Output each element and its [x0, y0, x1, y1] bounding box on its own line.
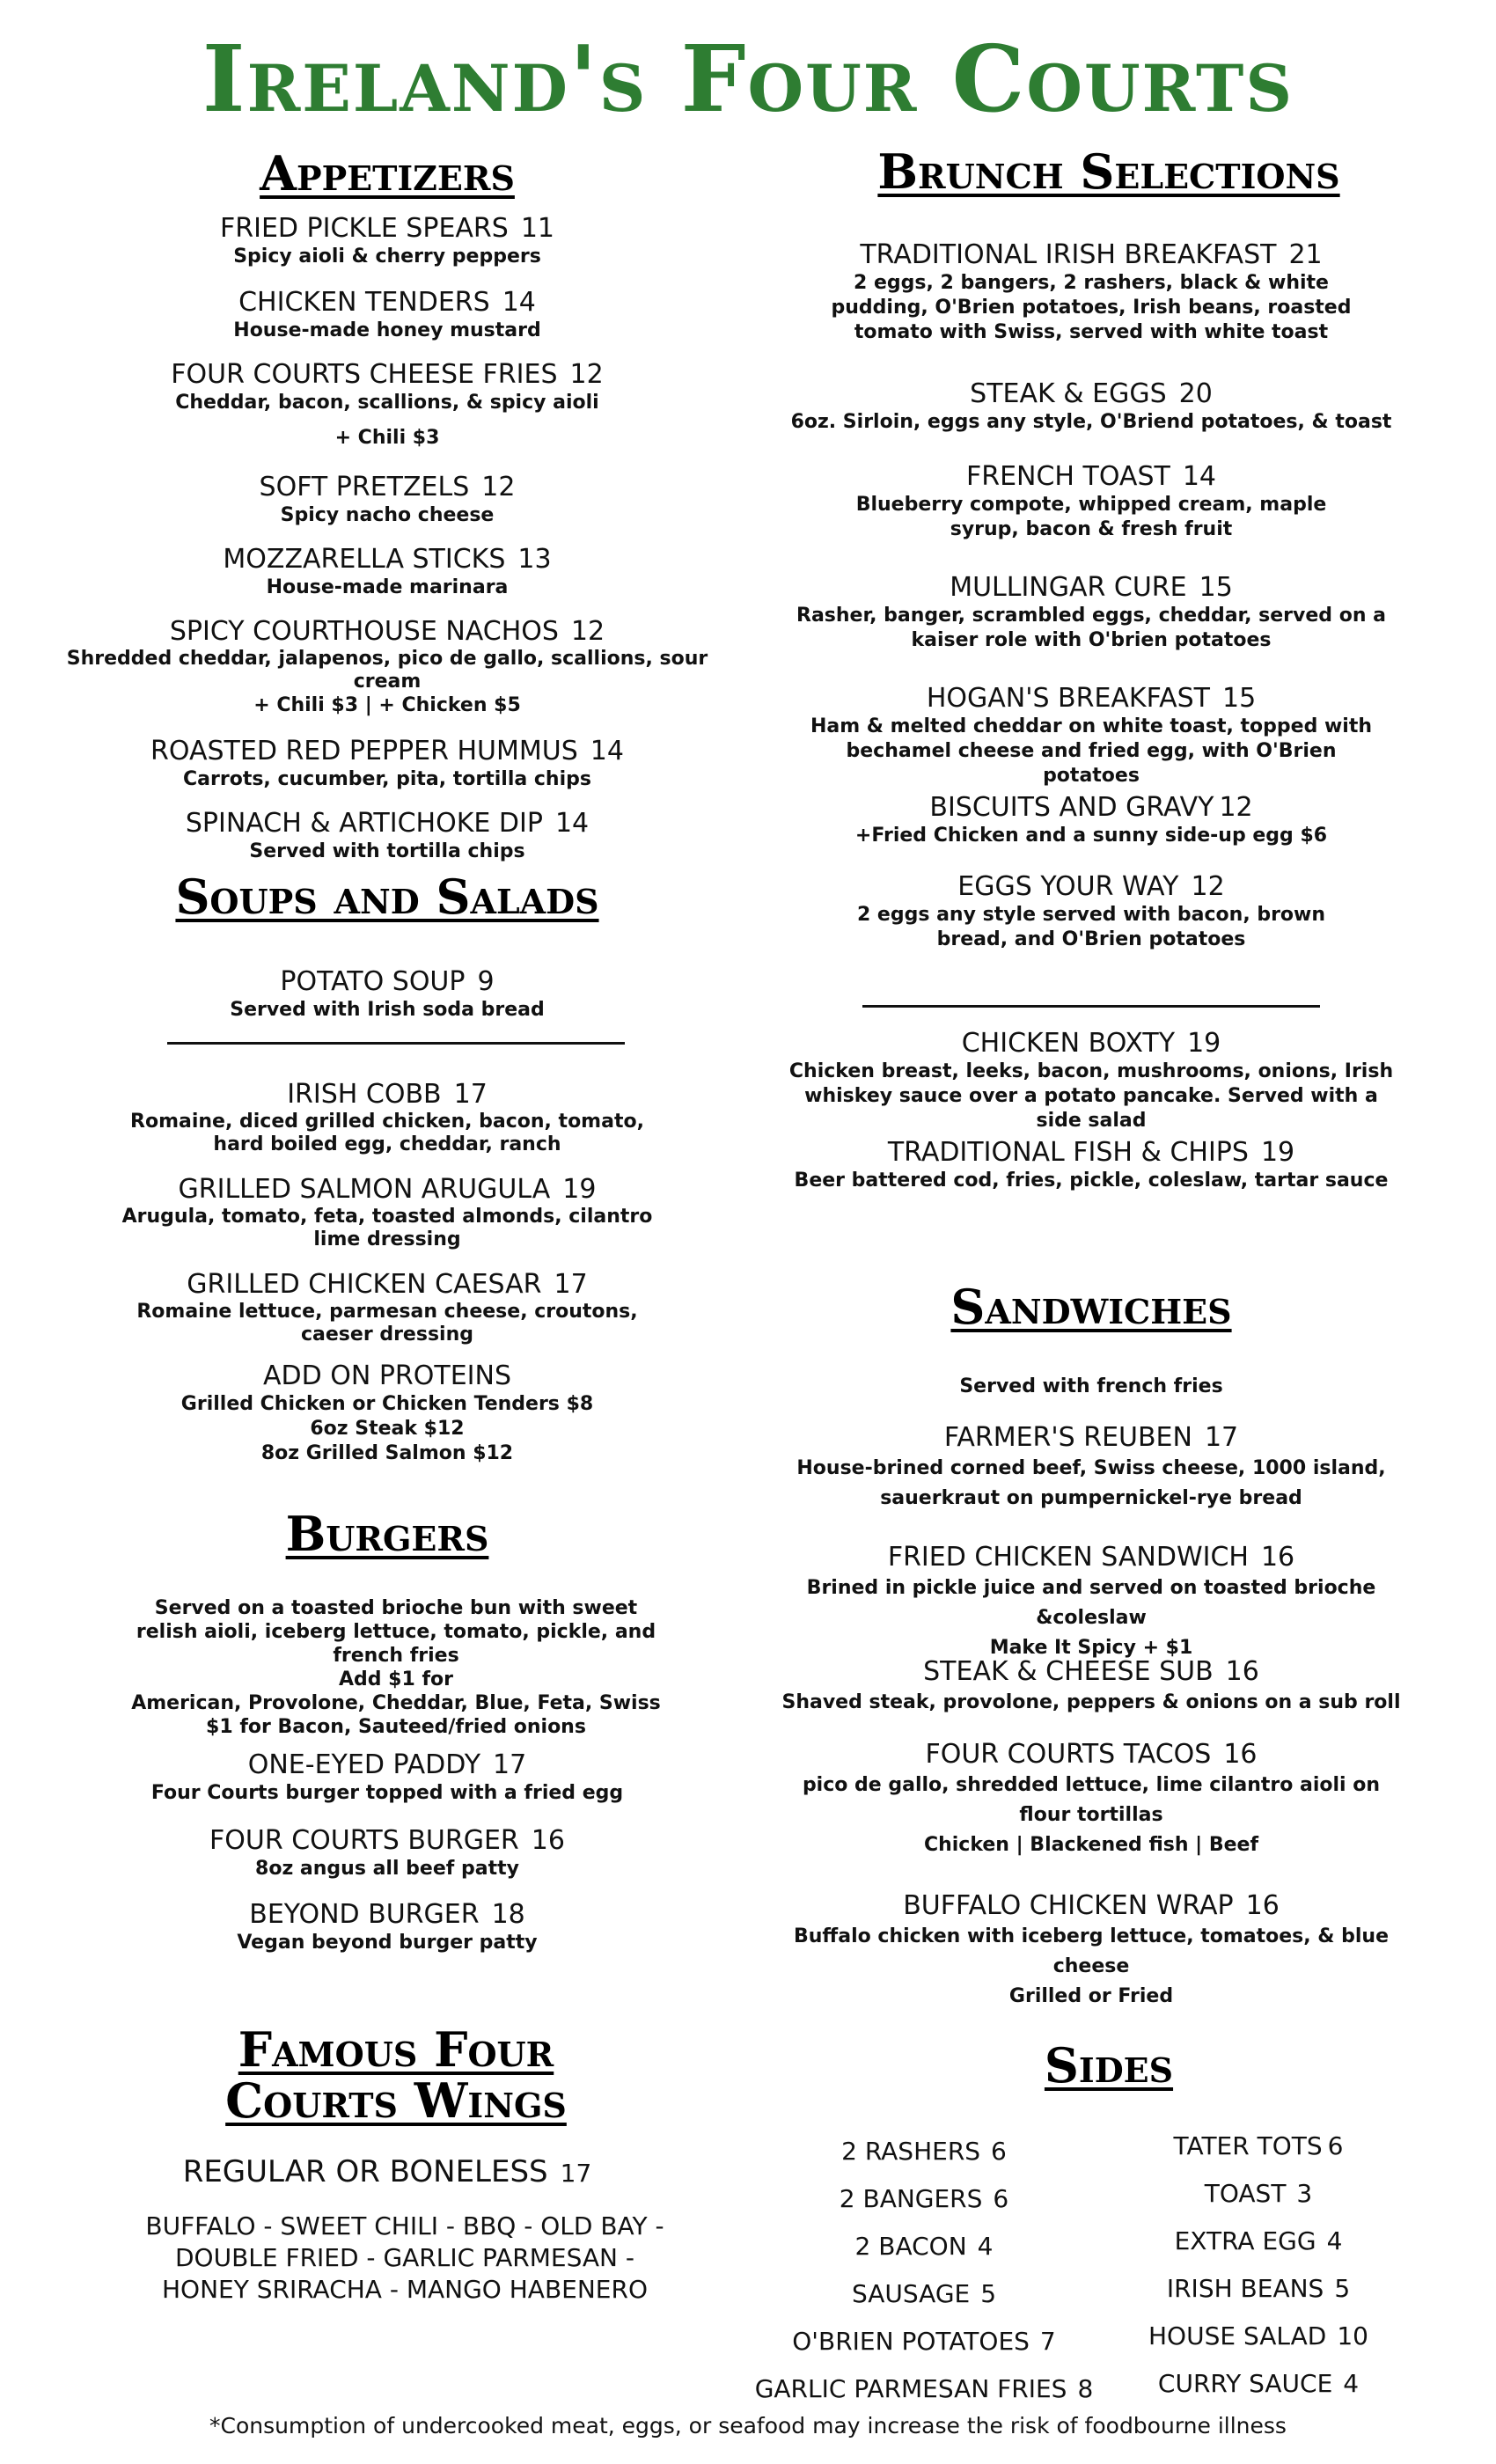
menu-item — [53, 213, 722, 269]
side-name: 2 BACON — [854, 2232, 967, 2261]
menu-item — [766, 1656, 1417, 1718]
side-item — [1091, 2369, 1426, 2399]
item-desc: Shaved steak, provolone, peppers & onions on a sub roll — [781, 1691, 1401, 1713]
item-name: SOFT PRETZELS — [259, 472, 470, 502]
menu-item — [766, 683, 1417, 788]
side-name: GARLIC PARMESAN FRIES — [754, 2374, 1067, 2403]
item-desc: 2 eggs any style served with bacon, brown bread, and O'Brien potatoes — [856, 904, 1326, 950]
menu-item — [766, 1890, 1417, 2012]
item-name: GRILLED SALMON ARUGULA — [178, 1174, 551, 1205]
side-price: 6 — [1327, 2131, 1344, 2160]
side-price: 8 — [1077, 2374, 1094, 2403]
wings-heading — [123, 2021, 669, 2130]
side-price: 4 — [1326, 2226, 1343, 2255]
item-price: 12 — [1219, 792, 1253, 823]
side-name: HOUSE SALAD — [1148, 2321, 1327, 2350]
item-desc: Cheddar, bacon, scallions, & spicy aioli — [175, 392, 599, 414]
menu-item — [766, 239, 1417, 345]
menu-item — [766, 871, 1417, 952]
item-desc: Romaine, diced grilled chicken, bacon, tomato, hard boiled egg, cheddar, ranch — [130, 1111, 644, 1155]
item-price: 12 — [1191, 871, 1225, 902]
item-name: ADD ON PROTEINS — [262, 1360, 511, 1391]
item-desc: Served with tortilla chips — [249, 840, 525, 862]
side-name: 2 BANGERS — [839, 2184, 983, 2213]
item-price: 17 — [560, 2159, 592, 2188]
item-price: 17 — [493, 1749, 527, 1780]
item-name: REGULAR OR BONELESS — [182, 2154, 548, 2189]
item-name: CHICKEN BOXTY — [961, 1028, 1176, 1059]
burgers-intro — [123, 1596, 669, 1739]
item-extra: + Chili $3 — [334, 427, 440, 449]
wings-heading-line2: Courts Wings — [225, 2072, 567, 2130]
menu-item — [766, 1028, 1417, 1133]
burgers-addon-label: Add $1 for — [339, 1668, 453, 1690]
side-price: 5 — [1334, 2274, 1351, 2303]
side-price: 5 — [980, 2279, 997, 2308]
item-price: 17 — [1204, 1422, 1239, 1453]
item-price: 9 — [477, 966, 495, 997]
side-price: 3 — [1296, 2179, 1313, 2208]
item-desc: Buffalo chicken with iceberg lettuce, tomatoes, & blue cheese — [793, 1925, 1390, 1977]
item-name: POTATO SOUP — [280, 966, 466, 997]
burgers-bacon-note: $1 for Bacon, Sauteed/fried onions — [206, 1716, 586, 1738]
item-desc: House-made marinara — [266, 576, 509, 598]
item-extra: + Chili $3 | + Chicken $5 — [253, 694, 521, 716]
side-price: 6 — [993, 2184, 1009, 2213]
burgers-heading: Burgers — [285, 1506, 489, 1562]
menu-item — [53, 472, 722, 528]
item-name: FARMER'S REUBEN — [943, 1422, 1192, 1453]
menu-item — [53, 544, 722, 600]
side-name: CURRY SAUCE — [1157, 2369, 1333, 2398]
item-name: BEYOND BURGER — [249, 1899, 480, 1930]
item-price: 12 — [570, 616, 605, 647]
item-price: 15 — [1222, 683, 1257, 714]
side-price: 4 — [977, 2232, 994, 2261]
menu-item — [53, 1825, 722, 1881]
item-price: 17 — [554, 1269, 588, 1300]
item-price: 17 — [453, 1079, 488, 1110]
item-price: 16 — [1245, 1890, 1280, 1921]
side-name: 2 RASHERS — [841, 2137, 981, 2166]
item-price: 16 — [1260, 1542, 1295, 1573]
item-desc: Romaine lettuce, parmesan cheese, croutons, caeser dressing — [136, 1301, 638, 1346]
wing-flavors-line: DOUBLE FRIED - GARLIC PARMESAN - — [174, 2243, 635, 2272]
item-price: 19 — [1187, 1028, 1221, 1059]
divider — [167, 1042, 625, 1045]
item-name: IRISH COBB — [287, 1079, 442, 1110]
item-price: 14 — [1182, 461, 1217, 492]
side-item — [722, 2137, 1126, 2167]
item-extra: Grilled or Fried — [1008, 1985, 1174, 2007]
item-desc: Spicy aioli & cherry peppers — [233, 246, 541, 268]
sides-heading: Sides — [1044, 2037, 1174, 2094]
health-disclaimer: *Consumption of undercooked meat, eggs, or seafood may increase the risk of foodbourne illness — [209, 2413, 1287, 2438]
item-price: 14 — [554, 808, 590, 839]
menu-item — [766, 461, 1417, 542]
menu-item — [53, 736, 722, 792]
item-price: 18 — [491, 1899, 525, 1930]
item-name: STEAK & EGGS — [970, 378, 1167, 409]
item-name: ONE-EYED PADDY — [247, 1749, 481, 1780]
item-name: FOUR COURTS CHEESE FRIES — [171, 359, 558, 390]
menu-item — [53, 966, 722, 1023]
item-desc: +Fried Chicken and a sunny side-up egg $6 — [854, 825, 1328, 847]
wings-heading-line1: Famous Four — [238, 2021, 554, 2078]
side-name: O'BRIEN POTATOES — [792, 2327, 1030, 2356]
menu-item — [766, 792, 1417, 848]
item-name: TRADITIONAL IRISH BREAKFAST — [860, 239, 1277, 270]
item-price: 19 — [562, 1174, 597, 1205]
side-item — [1091, 2226, 1426, 2256]
item-price: 16 — [1223, 1739, 1258, 1770]
menu-item — [766, 1422, 1417, 1514]
item-desc: 8oz Grilled Salmon $12 — [260, 1442, 514, 1464]
side-item — [1091, 2321, 1426, 2351]
side-name: EXTRA EGG — [1174, 2226, 1316, 2255]
item-price: 14 — [590, 736, 624, 766]
wing-flavors-line: HONEY SRIRACHA - MANGO HABENERO — [161, 2275, 648, 2304]
side-item — [722, 2232, 1126, 2262]
side-price: 4 — [1343, 2369, 1360, 2398]
menu-item — [766, 378, 1417, 435]
item-price: 21 — [1288, 239, 1323, 270]
item-price: 14 — [502, 287, 536, 318]
item-name: MOZZARELLA STICKS — [223, 544, 506, 575]
item-name: TRADITIONAL FISH & CHIPS — [887, 1137, 1249, 1168]
item-desc: 8oz angus all beef patty — [255, 1858, 519, 1880]
item-name: CHICKEN TENDERS — [238, 287, 490, 318]
item-extra: Make It Spicy + $1 — [989, 1637, 1193, 1659]
item-price: 13 — [517, 544, 552, 575]
item-desc: Spicy nacho cheese — [280, 504, 495, 526]
item-name: MULLINGAR CURE — [950, 572, 1187, 603]
wing-flavors-line: BUFFALO - SWEET CHILI - BBQ - OLD BAY - — [145, 2211, 664, 2240]
item-name: HOGAN'S BREAKFAST — [926, 683, 1210, 714]
menu-item — [53, 359, 722, 451]
item-name: FRIED PICKLE SPEARS — [220, 213, 509, 244]
side-item — [1091, 2131, 1426, 2161]
menu-item — [106, 1269, 669, 1346]
side-item — [722, 2374, 1126, 2404]
item-desc: Arugula, tomato, feta, toasted almonds, cilantro lime dressing — [121, 1206, 653, 1250]
side-name: IRISH BEANS — [1166, 2274, 1324, 2303]
menu-item — [53, 1749, 722, 1806]
item-price: 12 — [569, 359, 604, 390]
side-price: 7 — [1039, 2327, 1056, 2356]
side-name: SAUSAGE — [851, 2279, 971, 2308]
item-desc: Ham & melted cheddar on white toast, topped with bechamel cheese and fried egg, with O'Brien potatoes — [810, 715, 1373, 787]
item-desc: Blueberry compote, whipped cream, maple syrup, bacon & fresh fruit — [855, 494, 1327, 540]
divider — [862, 1005, 1320, 1008]
sandwiches-intro: Served with french fries — [959, 1375, 1223, 1397]
item-name: EGGS YOUR WAY — [957, 871, 1179, 902]
item-desc: Served with Irish soda bread — [230, 999, 545, 1021]
item-extra: Chicken | Blackened fish | Beef — [923, 1834, 1259, 1856]
item-name: FOUR COURTS TACOS — [925, 1739, 1212, 1770]
brunch-heading: Brunch Selections — [877, 143, 1340, 200]
item-desc: 6oz. Sirloin, eggs any style, O'Briend potatoes, & toast — [790, 411, 1392, 433]
item-desc: Beer battered cod, fries, pickle, coleslaw, tartar sauce — [794, 1170, 1389, 1192]
item-desc: Brined in pickle juice and served on toasted brioche &coleslaw — [806, 1577, 1376, 1629]
item-price: 15 — [1199, 572, 1233, 603]
item-name: FOUR COURTS BURGER — [209, 1825, 519, 1856]
menu-item — [766, 1542, 1417, 1663]
item-desc: House-made honey mustard — [233, 319, 541, 341]
side-item — [1091, 2179, 1426, 2209]
item-name: SPINACH & ARTICHOKE DIP — [185, 808, 543, 839]
item-price: 16 — [1225, 1656, 1259, 1687]
item-desc: House-brined corned beef, Swiss cheese, 1000 island, sauerkraut on pumpernickel-rye bread — [796, 1457, 1386, 1509]
side-item — [722, 2327, 1126, 2357]
menu-item — [106, 1079, 669, 1156]
wing-flavors — [53, 2211, 757, 2306]
item-desc: Four Courts burger topped with a fried egg — [150, 1782, 624, 1804]
side-item — [722, 2184, 1126, 2214]
item-desc: Rasher, banger, scrambled eggs, cheddar, served on a kaiser role with O'brien potatoes — [796, 605, 1386, 651]
restaurant-title: Ireland's Four Courts — [202, 25, 1294, 133]
appetizers-heading: Appetizers — [260, 145, 515, 202]
side-name: TOAST — [1204, 2179, 1287, 2208]
item-name: FRENCH TOAST — [965, 461, 1170, 492]
menu-item — [766, 572, 1417, 653]
burgers-cheese-list: American, Provolone, Cheddar, Blue, Feta, Swiss — [131, 1692, 661, 1714]
item-desc: pico de gallo, shredded lettuce, lime cilantro aioli on flour tortillas — [802, 1774, 1381, 1826]
item-name: SPICY COURTHOUSE NACHOS — [169, 616, 559, 647]
side-price: 10 — [1337, 2321, 1368, 2350]
menu-item — [53, 2156, 722, 2189]
item-name: STEAK & CHEESE SUB — [923, 1656, 1214, 1687]
side-name: TATER TOTS — [1173, 2131, 1323, 2160]
menu-item — [53, 808, 722, 864]
item-desc: Grilled Chicken or Chicken Tenders $8 — [180, 1393, 594, 1415]
menu-item — [53, 287, 722, 343]
item-desc: Shredded cheddar, jalapenos, pico de gallo, scallions, sour cream — [66, 648, 708, 693]
menu-item — [766, 1739, 1417, 1860]
item-desc: Chicken breast, leeks, bacon, mushrooms, onions, Irish whiskey sauce over a potato pancake. Served with a side salad — [788, 1060, 1394, 1132]
soups-heading: Soups and Salads — [175, 869, 599, 925]
item-name: ROASTED RED PEPPER HUMMUS — [150, 736, 578, 766]
item-desc: 2 eggs, 2 bangers, 2 rashers, black & white pudding, O'Brien potatoes, Irish beans, roasted tomato with Swiss, served with white toast — [831, 272, 1352, 343]
menu-item — [53, 1899, 722, 1955]
item-desc: 6oz Steak $12 — [310, 1418, 465, 1440]
item-desc: Vegan beyond burger patty — [237, 1932, 538, 1954]
item-price: 16 — [531, 1825, 565, 1856]
side-item — [1091, 2274, 1426, 2304]
menu-item — [106, 1360, 669, 1466]
menu-item — [53, 616, 722, 718]
item-price: 11 — [520, 213, 554, 244]
item-name: BUFFALO CHICKEN WRAP — [903, 1890, 1234, 1921]
item-price: 19 — [1260, 1137, 1295, 1168]
item-name: FRIED CHICKEN SANDWICH — [887, 1542, 1249, 1573]
item-price: 12 — [481, 472, 516, 502]
item-name: GRILLED CHICKEN CAESAR — [187, 1269, 542, 1300]
side-price: 6 — [991, 2137, 1007, 2166]
item-desc: Carrots, cucumber, pita, tortilla chips — [183, 768, 591, 790]
side-item — [722, 2279, 1126, 2309]
item-price: 20 — [1178, 378, 1213, 409]
sandwiches-heading: Sandwiches — [950, 1279, 1232, 1335]
burgers-intro-text: Served on a toasted brioche bun with sweet relish aioli, iceberg lettuce, tomato, pickle, and french fries — [136, 1597, 656, 1667]
menu-item — [106, 1174, 669, 1251]
menu-item — [766, 1137, 1417, 1193]
item-name: BISCUITS AND GRAVY — [929, 792, 1214, 823]
